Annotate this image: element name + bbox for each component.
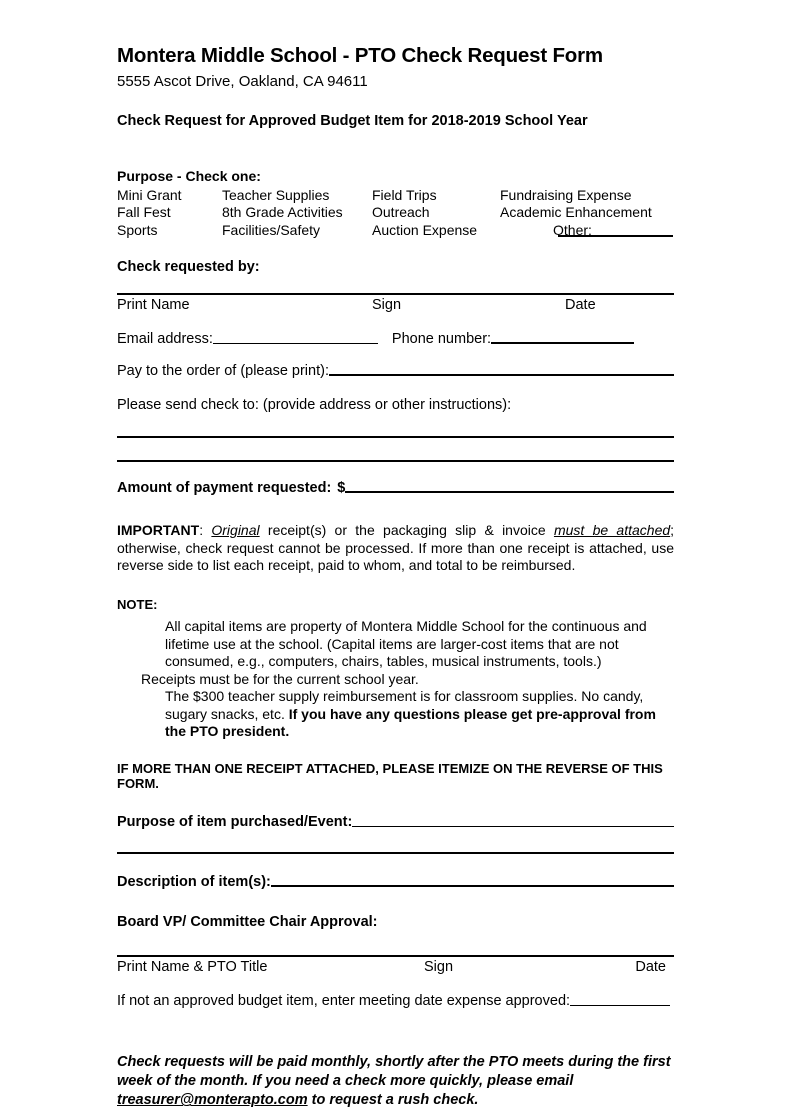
important-rest-text: ; otherwise, check request cannot be processed. If more than one receipt is attached, use reverse side to list each receipt, paid to whom, and total to be reimbursed. <box>117 522 675 574</box>
amount-input-line[interactable] <box>345 491 674 493</box>
send-check-address-line-2[interactable] <box>117 460 674 462</box>
payee-row <box>117 347 674 379</box>
important-colon: : <box>199 522 204 539</box>
important-emphasis-attached: must be attached <box>553 522 671 539</box>
purpose-options-grid <box>117 185 674 240</box>
description-input-line[interactable] <box>271 885 674 887</box>
print-name-caption: Print Name <box>117 296 190 313</box>
page-title: Montera Middle School - PTO Check Request Form <box>117 44 603 67</box>
footer-payment-note <box>117 1009 674 1110</box>
important-paragraph <box>117 496 674 575</box>
purpose-option-fall-fest[interactable]: Fall Fest <box>117 204 171 221</box>
amount-label: Amount of payment requested: <box>117 480 332 497</box>
itemize-notice: IF MORE THAN ONE RECEIPT ATTACHED, PLEASE ITEMIZE ON THE REVERSE OF THIS FORM. <box>117 760 663 792</box>
purpose-row <box>117 222 674 240</box>
approver-print-name-caption: Print Name & PTO Title <box>117 959 268 976</box>
note-paragraph-teacher-supply <box>117 688 674 741</box>
form-subtitle: Check Request for Approved Budget Item for 2018-2019 School Year <box>117 112 588 129</box>
email-input-line[interactable] <box>213 343 378 344</box>
purpose-option-8th-grade-activities[interactable]: 8th Grade Activities <box>222 204 343 221</box>
sign-caption: Sign <box>372 296 402 313</box>
footer-text-a: Check requests will be paid monthly, shortly after the PTO meets during the first week of the month. If you need a check more quickly, please email <box>117 1054 671 1090</box>
phone-label: Phone number: <box>391 330 492 347</box>
note-preapproval-bold: If you have any questions please get pre-approval from the PTO president. <box>165 705 656 740</box>
email-phone-row <box>117 317 674 347</box>
purpose-option-auction-expense[interactable]: Auction Expense <box>372 221 478 238</box>
currency-symbol: $ <box>337 480 346 497</box>
send-check-to-label: Please send check to: (provide address or other instructions): <box>117 396 512 413</box>
note-teacher-supply-text: The $300 teacher supply reimbursement is for classroom supplies. No candy, sugary snacks, etc. <box>165 688 644 722</box>
board-approval-heading: Board VP/ Committee Chair Approval: <box>117 913 378 930</box>
form-page <box>117 0 674 1110</box>
treasurer-email-link[interactable]: treasurer@monterapto.com <box>117 1092 308 1109</box>
requester-signature-rule[interactable] <box>117 293 674 295</box>
purpose-option-outreach[interactable]: Outreach <box>372 204 430 221</box>
send-check-address-line-1[interactable] <box>117 436 674 438</box>
note-paragraph-receipts-year: Receipts must be for the current school year. <box>141 670 419 687</box>
requester-signature-captions <box>117 297 674 317</box>
description-row <box>117 874 674 890</box>
amount-row <box>117 480 674 496</box>
date-caption: Date <box>565 296 596 313</box>
payee-label: Pay to the order of (please print): <box>117 362 329 379</box>
important-label: IMPORTANT <box>117 522 200 539</box>
approver-date-caption: Date <box>635 959 666 976</box>
purpose-heading: Purpose - Check one: <box>117 167 261 184</box>
important-mid-text: receipt(s) or the packaging slip & invoice <box>267 522 546 539</box>
purpose-option-sports[interactable]: Sports <box>117 221 158 238</box>
phone-input-line[interactable] <box>491 342 634 344</box>
purpose-row <box>117 204 674 222</box>
school-address: 5555 Ascot Drive, Oakland, CA 94611 <box>117 72 368 90</box>
purpose-option-teacher-supplies[interactable]: Teacher Supplies <box>222 186 330 203</box>
check-requested-by-heading: Check requested by: <box>117 259 260 276</box>
purpose-of-item-row <box>117 792 674 830</box>
meeting-date-row <box>117 979 674 1009</box>
footer-text-b: to request a rush check. <box>307 1092 479 1109</box>
purpose-option-academic-enhancement[interactable]: Academic Enhancement <box>500 204 652 221</box>
note-paragraph-capital-items: All capital items are property of Montera Middle School for the continuous and lifetime use at the school. (Capital items are larger-cost items that are not consumed, e.g., computers, chairs, tables, musical instruments, tools.) <box>165 618 647 670</box>
purpose-option-field-trips[interactable]: Field Trips <box>372 186 437 203</box>
approver-signature-captions <box>117 959 674 979</box>
meeting-date-label: If not an approved budget item, enter meeting date expense approved: <box>117 993 571 1010</box>
purpose-option-fundraising-expense[interactable]: Fundraising Expense <box>500 186 632 203</box>
purpose-option-other-label[interactable]: Other: <box>553 221 592 238</box>
payee-input-line[interactable] <box>329 374 674 376</box>
purpose-of-item-input-line[interactable] <box>352 826 674 827</box>
purpose-of-item-label: Purpose of item purchased/Event: <box>117 813 353 830</box>
purpose-other-input-line[interactable] <box>558 235 673 237</box>
purpose-option-mini-grant[interactable]: Mini Grant <box>117 186 182 203</box>
description-label: Description of item(s): <box>117 873 271 890</box>
purpose-of-item-input-line-2[interactable] <box>117 852 674 854</box>
approver-signature-rule[interactable] <box>117 955 674 957</box>
purpose-row <box>117 187 674 205</box>
note-label: NOTE: <box>117 596 158 612</box>
email-label: Email address: <box>117 330 213 347</box>
purpose-option-facilities-safety[interactable]: Facilities/Safety <box>222 221 321 238</box>
important-emphasis-original: Original <box>211 522 260 539</box>
approver-sign-caption: Sign <box>424 959 454 976</box>
meeting-date-input-line[interactable] <box>570 1005 670 1006</box>
